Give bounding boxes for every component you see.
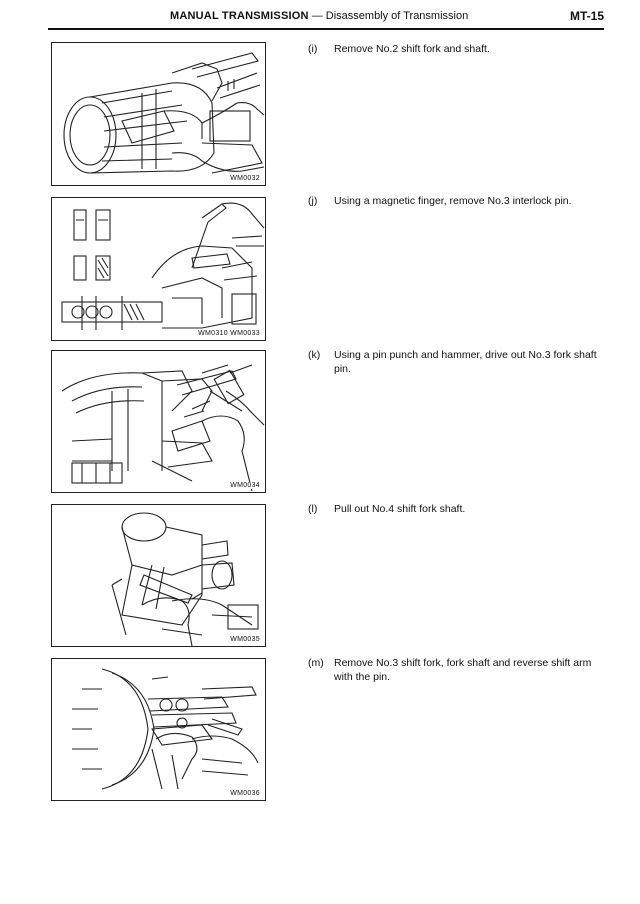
step-text: Remove No.3 shift fork, fork shaft and reverse shift arm with the pin. [334,657,592,683]
step-text: Using a magnetic finger, remove No.3 interlock pin. [334,195,572,207]
figure-code: WM0032 [230,175,260,182]
illustration-pull-fork-shaft [52,505,265,646]
step-label: (i) [308,43,318,55]
header-section: MANUAL TRANSMISSION [170,10,309,22]
step-label: (m) [308,657,324,669]
step-label: (k) [308,349,321,361]
header-rule [48,28,604,30]
illustration-magnetic-finger [52,198,265,340]
step-label: (l) [308,503,318,515]
illustration-remove-shift-fork [52,43,265,185]
header-subtitle: Disassembly of Transmission [325,10,469,22]
header-separator: — [311,10,323,22]
figure-step-i [51,42,266,186]
figure-code: WM0036 [230,790,260,797]
header-title [170,10,468,22]
step-text: Using a pin punch and hammer, drive out No.3 fork shaft pin. [334,349,597,375]
page-number: MT-15 [569,9,604,23]
page-header [48,8,604,26]
figure-step-l [51,504,266,647]
step-label: (j) [308,195,318,207]
figure-step-k [51,350,266,493]
illustration-remove-fork-and-arm [52,659,265,800]
figure-code: WM0034 [230,482,260,489]
figure-code: WM0310 WM0033 [198,330,260,337]
illustration-pin-punch-hammer [52,351,265,492]
figure-step-j [51,197,266,341]
figure-code: WM0035 [230,636,260,643]
step-text: Remove No.2 shift fork and shaft. [334,43,490,55]
step-text: Pull out No.4 shift fork shaft. [334,503,466,515]
figure-step-m [51,658,266,801]
